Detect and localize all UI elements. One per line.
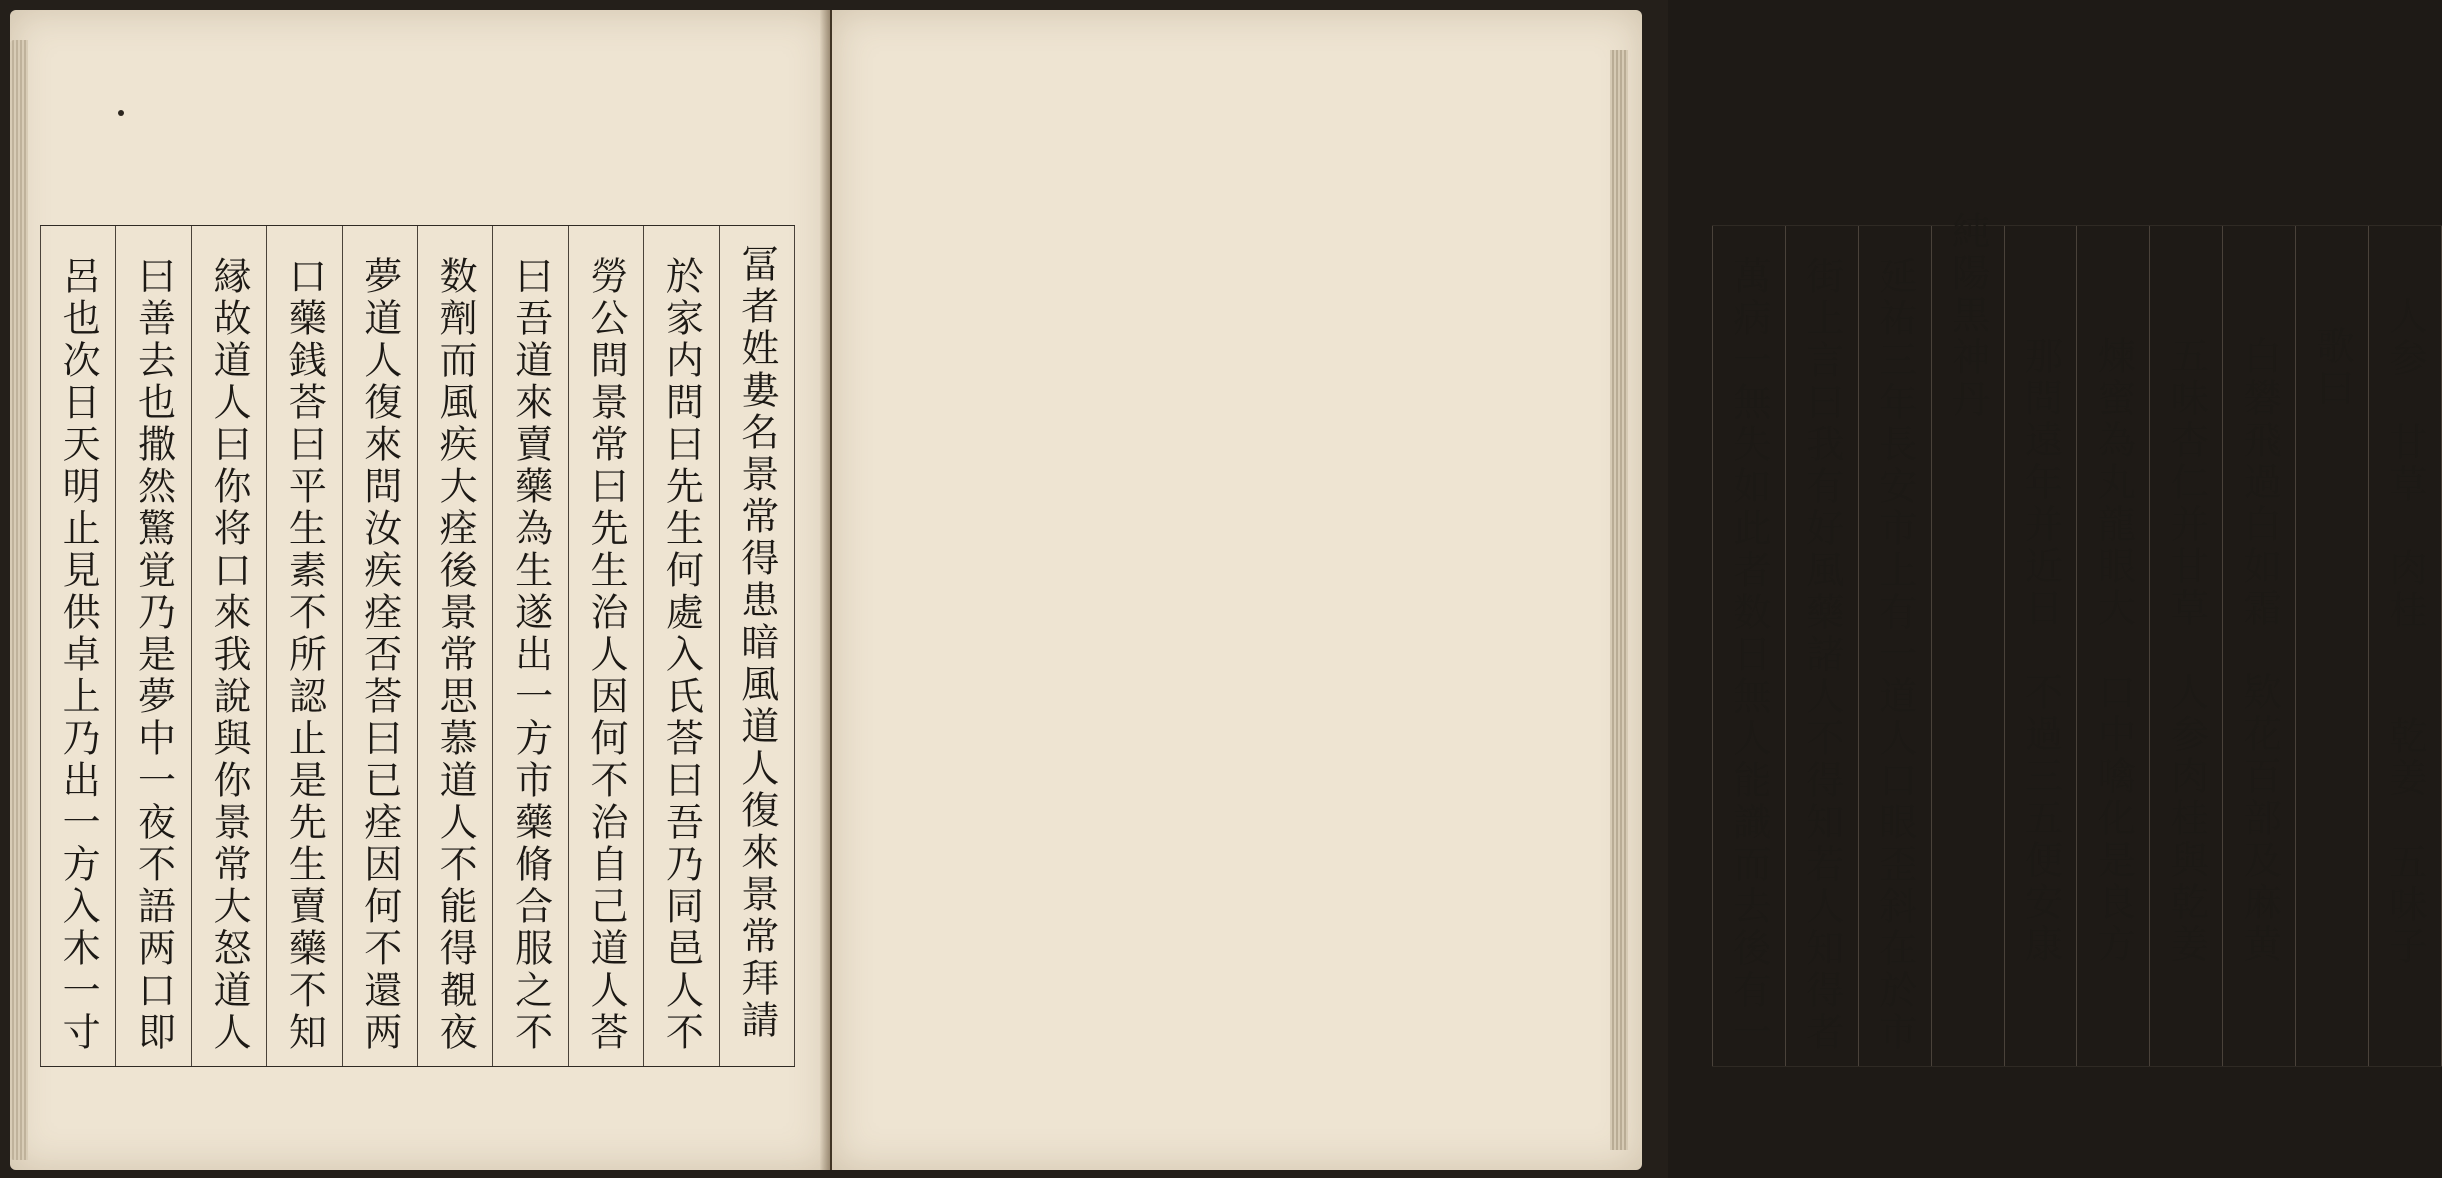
column-text: 歌曰 xyxy=(2310,326,2355,410)
column-text: 白礬飛過白如霜 欵花百部及麻黄 xyxy=(2237,336,2282,966)
text-column xyxy=(643,226,718,1066)
text-column xyxy=(2004,226,2077,1066)
text-column xyxy=(2222,226,2295,1066)
column-text: 冨者姓婁名景常得患暗風道人復來景常拜請 xyxy=(734,244,779,1042)
column-text: 縁故道人曰你将口來我說與你景常大怒道人 xyxy=(206,256,251,1054)
text-column xyxy=(40,226,115,1066)
text-column xyxy=(2295,226,2368,1066)
column-text: 萬病一無失如此者数日無人能識而去後有一 xyxy=(1726,256,1771,1054)
text-column xyxy=(266,226,341,1066)
text-column xyxy=(115,226,190,1066)
text-column xyxy=(417,226,492,1066)
left-columns xyxy=(40,226,795,1066)
text-column xyxy=(2368,226,2442,1066)
column-text: 延祐三年長安市上有一道人口眼歪斜在於市 xyxy=(1872,256,1917,1054)
text-column xyxy=(1712,226,1785,1066)
text-column xyxy=(191,226,266,1066)
text-column xyxy=(719,226,795,1066)
text-column xyxy=(1931,211,2004,1066)
text-column xyxy=(2076,226,2149,1066)
column-text: 於家内問曰先生何處入氏荅曰吾乃同邑人不 xyxy=(659,256,704,1054)
right-page xyxy=(832,10,2428,1170)
text-column xyxy=(1785,226,1858,1066)
column-text: 夢道人復來問汝疾痊否荅曰已痊因何不還两 xyxy=(357,256,402,1054)
column-text: 那問遠年并近日 不過三五便安康 xyxy=(2018,336,2063,966)
text-column xyxy=(492,226,567,1066)
text-column xyxy=(342,226,417,1066)
column-text: 曰善去也撒然驚覚乃是夢中一夜不語两口即 xyxy=(131,256,176,1054)
left-page xyxy=(10,10,830,1170)
column-text: 街上言曰我有好風藥諸人不得知若人知得者 xyxy=(1799,256,1844,1054)
column-text: 純陽黒神丹 xyxy=(1945,211,1990,421)
column-text: 数劑而風疾大痊後景常思慕道人不能得覩夜 xyxy=(433,256,478,1054)
column-text: 煉蜜為丸龍眼大 口中噙化是良方 xyxy=(2091,336,2136,966)
text-column xyxy=(568,226,643,1066)
column-text: 呂也次日天明止見供卓上乃出一方入木一寸 xyxy=(56,256,101,1054)
right-columns xyxy=(1712,211,2442,1066)
right-text-frame xyxy=(1712,211,2442,1067)
column-text: 五味杏仁并甘草 人参肉桂與乾姜 xyxy=(2164,336,2209,966)
ink-spot xyxy=(118,110,124,116)
column-text: 人参 甘草 肉桂 乾姜 五味子 xyxy=(2383,296,2428,968)
text-column xyxy=(2149,226,2222,1066)
page-edge-left xyxy=(10,40,28,1160)
left-text-frame xyxy=(40,225,795,1067)
column-text: 口藥銭荅曰平生素不所認止是先生賣藥不知 xyxy=(282,256,327,1054)
page-edge-right xyxy=(1610,50,1628,1150)
column-text: 勞公問景常曰先生治人因何不治自己道人荅 xyxy=(583,256,628,1054)
column-text: 曰吾道來賣藥為生遂出一方市藥脩合服之不 xyxy=(508,256,553,1054)
text-column xyxy=(1858,226,1931,1066)
